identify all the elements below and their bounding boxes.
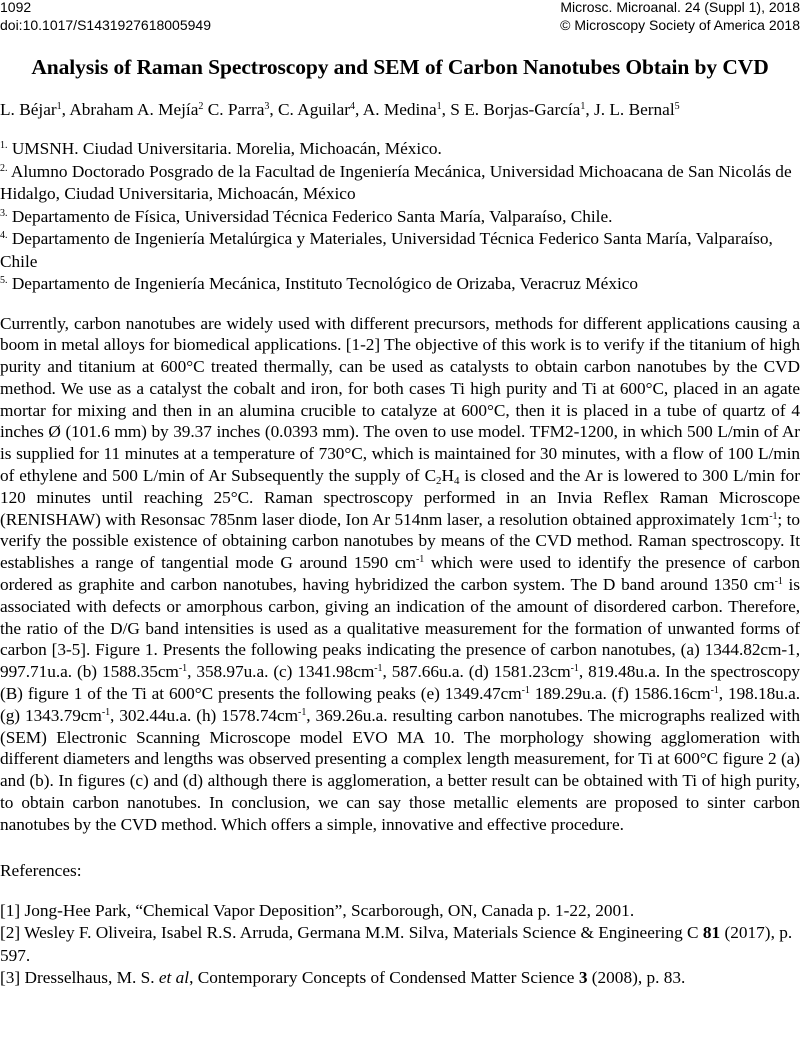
author-affil-marker: 4 (350, 101, 356, 112)
affiliation-item: $^{3.}$ Departamento de Física, Universidad Técnica Federico Santa María, Valparaíso, Chile. (0, 206, 613, 226)
running-header (0, 0, 800, 36)
author-affil-marker: 1 (580, 101, 586, 112)
affiliation-list (0, 138, 800, 296)
doi: doi:10.1017/S1431927618005949 (0, 17, 211, 33)
copyright: © Microscopy Society of America 2018 (560, 17, 800, 33)
author-name: C. Parra (207, 100, 265, 119)
author-name: C. Aguilar (278, 100, 351, 119)
author-name: Abraham A. Mejía (69, 100, 199, 119)
author-name: L. Béjar (0, 100, 57, 119)
references-heading: References: (0, 860, 82, 880)
author-affil-marker: 5 (674, 101, 680, 112)
author-affil-marker: 3 (264, 101, 270, 112)
journal-citation: Microsc. Microanal. 24 (Suppl 1), 2018 (560, 0, 800, 15)
author-name: J. L. Bernal (594, 100, 675, 119)
author-name: A. Medina (362, 100, 437, 119)
affiliation-item: $^{2.}$ Alumno Doctorado Posgrado de la Facultad de Ingeniería Mecánica, Universidad Michoacana de San Nicolás de Hidalgo, Ciudad Universitaria, Michoacán, México (0, 161, 792, 203)
paper-title: Analysis of Raman Spectroscopy and SEM of Carbon Nanotubes Obtain by CVD (31, 55, 769, 79)
affiliation-item: $^{1.}$ UMSNH. Ciudad Universitaria. Morelia, Michoacán, México. (0, 139, 442, 158)
page-number: 1092 (0, 0, 32, 15)
affiliation-item: $^{5.}$ Departamento de Ingeniería Mecánica, Instituto Tecnológico de Orizaba, Veracruz México (0, 274, 639, 293)
author-affil-marker: 1 (436, 101, 442, 112)
reference-list (0, 900, 800, 990)
abstract-paragraph: Currently, carbon nanotubes are widely used with different precursors, methods for different applications causing a boom in metal alloys for biomedical applications. [1-2] The objective of this work is to verify if the titanium of high purity and titanium at 600°C treated thermally, can be used as catalysts to obtain carbon nanotubes by the CVD method. We use as a catalyst the cobalt and iron, for both cases Ti high purity and Ti at 600°C, placed in an agate mortar for mixing and then in an alumina crucible to catalyze at 600°C, then it is placed in a tube of quartz of 4 inches Ø (101.6 mm) by 39.37 inches (0.0393 mm). The oven to use model. TFM2-1200, in which 500 L/min of Ar is supplied for 11 minutes at a temperature of 730°C, which is maintained for 30 minutes, with a flow of 100 L/min of ethylene and 500 L/min of Ar Subsequently the supply of $C_2H_4$ is closed and the Ar is lowered to 300 L/min for 120 minutes until reaching 25°C. Raman spectroscopy performed in an Invia Reflex Raman Microscope (RENISHAW) with Resonsac 785nm laser diode, Ion Ar 514nm laser, a resolution obtained approximately $1cm^{-1}$; to verify the possible existence of obtaining carbon nanotubes by means of the CVD method. Raman spectroscopy. It establishes a range of tangential mode G around 1590 $cm^{-1}$ which were used to identify the presence of carbon ordered as graphite and carbon nanotubes, having hybridized the carbon system. The D band around 1350 $cm^{-1}$ is associated with defects or amorphous carbon, giving an indication of the amount of disordered carbon. Therefore, the ratio of the D/G band intensities is used as a qualitative measurement for the formation of unwanted forms of carbon [3-5]. Figure 1. Presents the following peaks indicating the presence of carbon nanotubes, (a) 1344.82cm-1, 997.71u.a. (b) $1588.35cm^{-1}$, 358.97u.a. (c) $1341.98cm^{-1}$, 587.66u.a. (d) $1581.23cm^{-1}$, 819.48u.a. In the spectroscopy (B) figure 1 of the Ti at 600°C presents the following peaks (e) $1349.47cm^{-1}$ 189.29u.a. (f) $1586.16cm^{-1}$, 198.18u.a. (g) $1343.79cm^{-1}$, 302.44u.a. (h) $1578.74cm^{-1}$, 369.26u.a. resulting carbon nanotubes. The micrographs realized with (SEM) Electronic Scanning Microscope model EVO MA 10. The morphology showing agglomeration with different diameters and lengths was observed presenting a complex length measurement, for Ti at 600°C figure 2 (a) and (b). In figures (c) and (d) although there is agglomeration, a better result can be obtained with Ti of high purity, to obtain carbon nanotubes. In conclusion, we can say those metallic elements are proposed to sinter carbon nanotubes by the CVD method. Which offers a simple, innovative and effective procedure. (0, 313, 800, 834)
affiliation-item: $^{4.}$ Departamento de Ingeniería Metalúrgica y Materiales, Universidad Técnica Federico Santa María, Valparaíso, Chile (0, 229, 773, 271)
author-affil-marker: 2 (198, 101, 204, 112)
reference-item: [1] Jong-Hee Park, “Chemical Vapor Deposition”, Scarborough, ON, Canada p. 1-22, 2001. (0, 900, 635, 920)
author-name: S E. Borjas-García (450, 100, 581, 119)
reference-item: [3] Dresselhaus, M. S. et al, Contemporary Concepts of Condensed Matter Science 3 (2008), p. 83. (0, 968, 686, 988)
reference-item: [2] Wesley F. Oliveira, Isabel R.S. Arruda, Germana M.M. Silva, Materials Science & Engineering C 81 (2017), p. 597. (0, 923, 793, 965)
author-list: L. Béjar$^1$, Abraham A. Mejía$^2$ C. Parra$^3$, C. Aguilar$^4$, A. Medina$^1$, S E. Borjas-García$^1$, J. L. Bernal$^5$ (0, 100, 680, 119)
article-body (0, 52, 800, 990)
author-affil-marker: 1 (56, 101, 62, 112)
